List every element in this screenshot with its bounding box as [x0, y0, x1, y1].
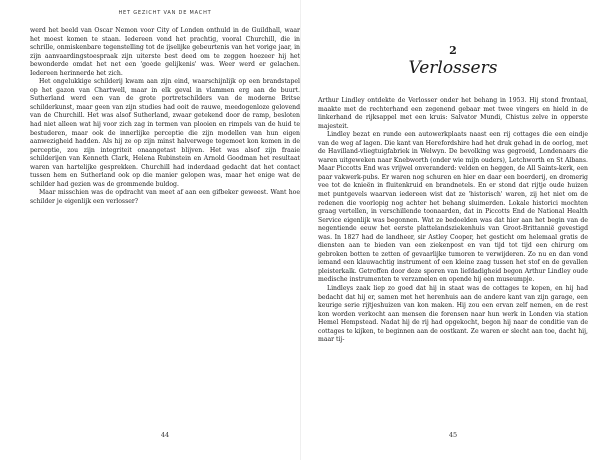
running-head: HET GEZICHT VAN DE MACHT	[118, 10, 212, 16]
chapter-title: Verlossers	[408, 58, 498, 78]
left-page	[30, 0, 300, 460]
gutter-fold	[300, 0, 301, 460]
paragraph: Lindley bezat en runde een autowerkplaats naast een rij cottages die een eindje van de weg af lagen. Die kant van Herefordshire had het druk gehad in de oorlog, met de Havilland-vliegtuigfabriek in Welwyn. De bevolking was gegroeid, Londenaars die waren uitgeweken naar Knebworth (onder wie mijn ouders), Letchworth en St Albans. Maar Piccotts End was vrijwel onveranderd: velden en heggen, de All Saints-kerk, een paar vakwerk-pubs. Er waren nog schuren en hier en daar een boerderij, en dromerig vee tot de knieën in fluitenkruid en brandnetels. En er stond dat rijtje oude huizen met puntgevels waarvan iedereen wist dat ze 'historisch' waren, zij het niet om de redenen die voorlopig nog achter het behang sluimerden. Lokale historici mochten graag vertellen, in verschillende toonaarden, dat in Piccotts End de National Health Service eigenlijk was begonnen. Wat ze bedoelden was dat hier aan het begin van de negentiende eeuw het eerste plattelandsziekenhuis van Groot-Brittannië gevestigd was. In 1827 had de landheer, sir Astley Cooper, het gesticht om helemaal gratis de diensten aan te bieden van een ziekenpost en van tijd tot tijd een chirurg om gebroken botten te zetten of gevaarlijke tumoren te verwijderen. Zo nu en dan vond iemand een klauwachtig instrument of een kleine zaag tussen het stof en de gevallen pleisterkalk. Getroffen door deze sporen van liefdadigheid begon Arthur Lindley oude medische instrumenten te verzamelen en opende hij een museumpje.	[318, 131, 588, 284]
paragraph: Lindleys zaak liep zo goed dat hij in staat was de cottages te kopen, en hij had bedacht dat hij er, samen met het herenhuis aan de andere kant van zijn garage, een keurige serie rijtjeshuizen van kon maken. Hij zou een ervan zelf nemen, en de rest kon worden verkocht aan mensen die forensen naar hun werk in Londen via station Hemel Hempstead. Nadat hij de rij had opgekocht, begon hij naar de conditie van de cottages te kijken, te beginnen aan de oostkant. Ze waren er slecht aan toe, dacht hij, maar tij-	[318, 285, 588, 344]
right-page	[318, 0, 588, 460]
paragraph: Maar misschien was de opdracht van meet af aan een gifbeker geweest. Want hoe schilder je eigenlijk een verlosser?	[30, 189, 300, 205]
page-number: 44	[160, 431, 170, 439]
right-body-text	[318, 97, 588, 345]
page-number: 45	[448, 431, 458, 439]
paragraph: Arthur Lindley ontdekte de Verlosser onder het behang in 1953. Hij stond frontaal, maakte met de rechterhand een zegenend gebaar met twee vingers en hield in de linkerhand de rijksappel met een kruis: Salvator Mundi, Chistus zelve in opperste majesteit.	[318, 97, 588, 130]
paragraph: werd het beeld van Oscar Nemon voor City of Londen onthuld in de Guildhall, waar het moest komen te staan. Iedereen vond het prachtig, vooral Churchill, die in schrille, onmiskenbare tegenstelling tot de ijselijke gebeurtenis van het vorige jaar, in zijn aanvaardingstoespraak zijn uiterste best deed om te zeggen hoezeer hij het bewonderde omdat het net een 'goede gelijkenis' was. Weer werd er gelachen. Iedereen herinnerde het zich.	[30, 27, 300, 77]
chapter-number: 2	[449, 44, 457, 57]
paragraph: Het ongelukkige schilderij kwam aan zijn eind, waarschijnlijk op een brandstapel op het gazon van Chartwell, maar in elk geval in vlammen erg aan de buurt. Sutherland werd een van de grote portretschilders van de moderne Britse schilderkunst, maar geen van zijn studies had ooit de rauwe, meedogenloze gelovend van de Churchill. Het was alsof Sutherland, zwaar getekend door de ramp, besloten had niet alleen wat hij voor zich zag in termen van plooien en rimpels van de huid te bestuderen, maar ook de innerlijke perceptie die zijn modellen van hun eigen aanwezigheid hadden. Als hij ze op zijn minst halverwege tegemoet kon komen in de perceptie, zou zijn integriteit onaangetast blijven. Het was alsof zijn fraaie schilderijen van Kenneth Clark, Helena Rubinstein en Arnold Goodman het resultaat waren van hartelijke gesprekken. Churchill had inderdaad gedacht dat het contact tussen hem en Sutherland ook op die manier gelopen was, maar het enige wat de schilder had gezien was de grommende buldog.	[30, 78, 300, 188]
left-body-text	[30, 27, 300, 206]
